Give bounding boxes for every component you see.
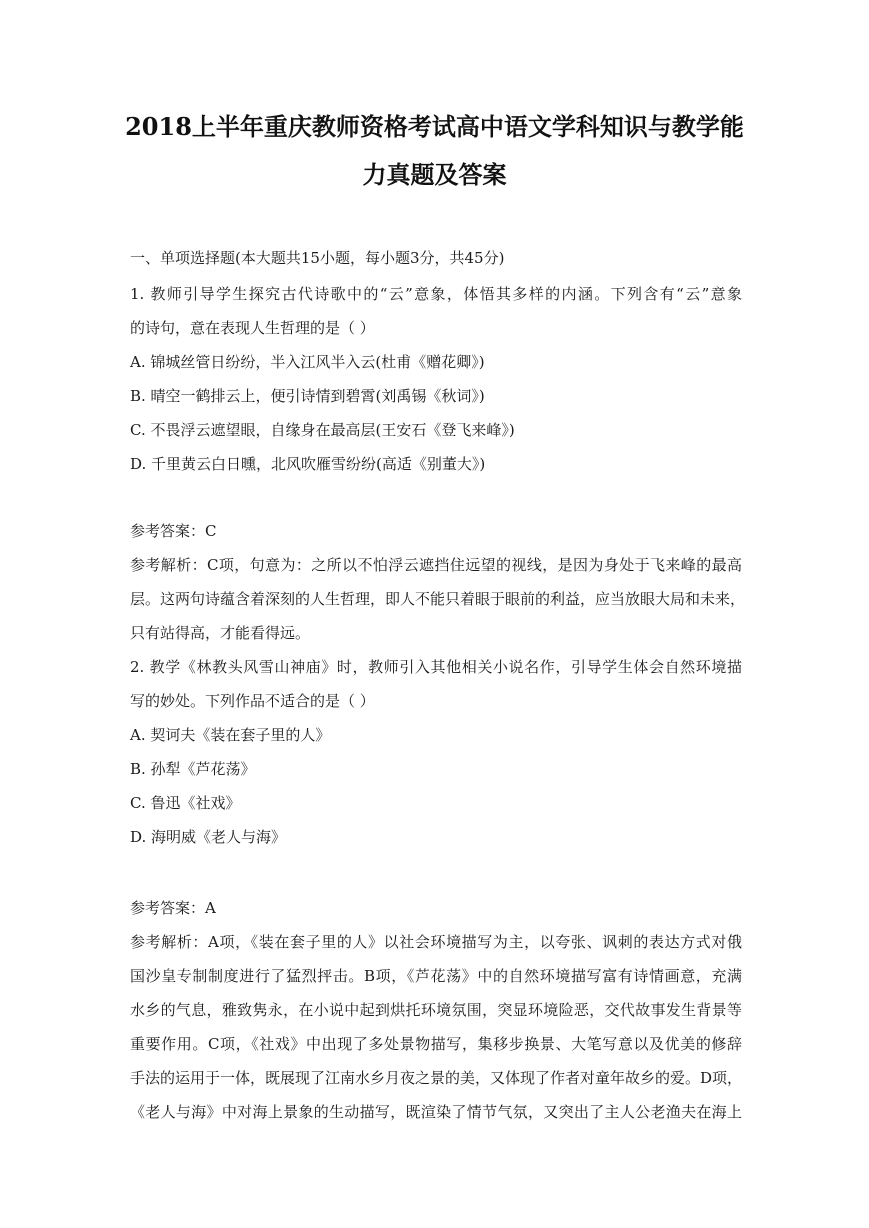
question-2-analysis-line-6: 《老人与海》中对海上景象的生动描写，既渲染了情节气氛，又突出了主人公老渔夫在海上 <box>130 1103 742 1121</box>
question-2-analysis-line-3: 水乡的气息，雅致隽永，在小说中起到烘托环境氛围，突显环境险恶，交代故事发生背景等 <box>130 1001 742 1019</box>
question-1-option-a: A. 锦城丝管日纷纷，半入江风半入云(杜甫《赠花卿》) <box>130 353 485 371</box>
question-2-answer: 参考答案：A <box>130 899 216 917</box>
document-title-line-2: 力真题及答案 <box>362 160 507 189</box>
question-2-analysis-line-4: 重要作用。C项，《社戏》中出现了多处景物描写，集移步换景、大笔写意以及优美的修辞 <box>130 1035 742 1053</box>
question-1-stem-line-2: 的诗句，意在表现人生哲理的是（ ） <box>130 319 375 337</box>
question-2-option-c: C. 鲁迅《社戏》 <box>130 794 241 812</box>
question-2-option-b: B. 孙犁《芦花荡》 <box>130 760 256 778</box>
question-2-option-a: A. 契诃夫《装在套子里的人》 <box>130 726 331 744</box>
question-1-option-b: B. 晴空一鹤排云上，便引诗情到碧霄(刘禹锡《秋词》) <box>130 387 485 405</box>
question-1-analysis-line-3: 只有站得高，才能看得远。 <box>130 624 311 642</box>
section-heading: 一、单项选择题(本大题共15小题，每小题3分，共45分) <box>130 249 505 267</box>
question-2-analysis-line-2: 国沙皇专制制度进行了猛烈抨击。B项，《芦花荡》中的自然环境描写富有诗情画意，充满 <box>130 967 742 985</box>
question-1-analysis-line-2: 层。这两句诗蕴含着深刻的人生哲理，即人不能只着眼于眼前的利益，应当放眼大局和未来， <box>130 590 746 608</box>
question-2-option-d: D. 海明威《老人与海》 <box>130 828 287 846</box>
question-1-analysis-line-1: 参考解析：C项，句意为：之所以不怕浮云遮挡住远望的视线，是因为身处于飞来峰的最高 <box>130 556 742 574</box>
document-title-line-1: 2018上半年重庆教师资格考试高中语文学科知识与教学能 <box>125 112 744 141</box>
question-1-option-c: C. 不畏浮云遮望眼，自缘身在最高层(王安石《登飞来峰》) <box>130 421 515 439</box>
question-2-analysis-line-5: 手法的运用于一体，既展现了江南水乡月夜之景的美，又体现了作者对童年故乡的爱。D项， <box>130 1069 743 1087</box>
question-2-stem-line-1: 2. 教学《林教头风雪山神庙》时，教师引入其他相关小说名作，引导学生体会自然环境描 <box>130 658 742 676</box>
question-2-analysis-line-1: 参考解析：A项，《装在套子里的人》以社会环境描写为主，以夸张、讽刺的表达方式对俄 <box>130 933 742 951</box>
question-2-stem-line-2: 写的妙处。下列作品不适合的是（ ） <box>130 692 375 710</box>
question-1-option-d: D. 千里黄云白日曛，北风吹雁雪纷纷(高适《别董大》) <box>130 455 486 473</box>
question-1-stem-line-1: 1. 教师引导学生探究古代诗歌中的“云”意象，体悟其多样的内涵。下列含有“云”意象 <box>130 285 742 303</box>
question-1-answer: 参考答案：C <box>130 522 217 540</box>
